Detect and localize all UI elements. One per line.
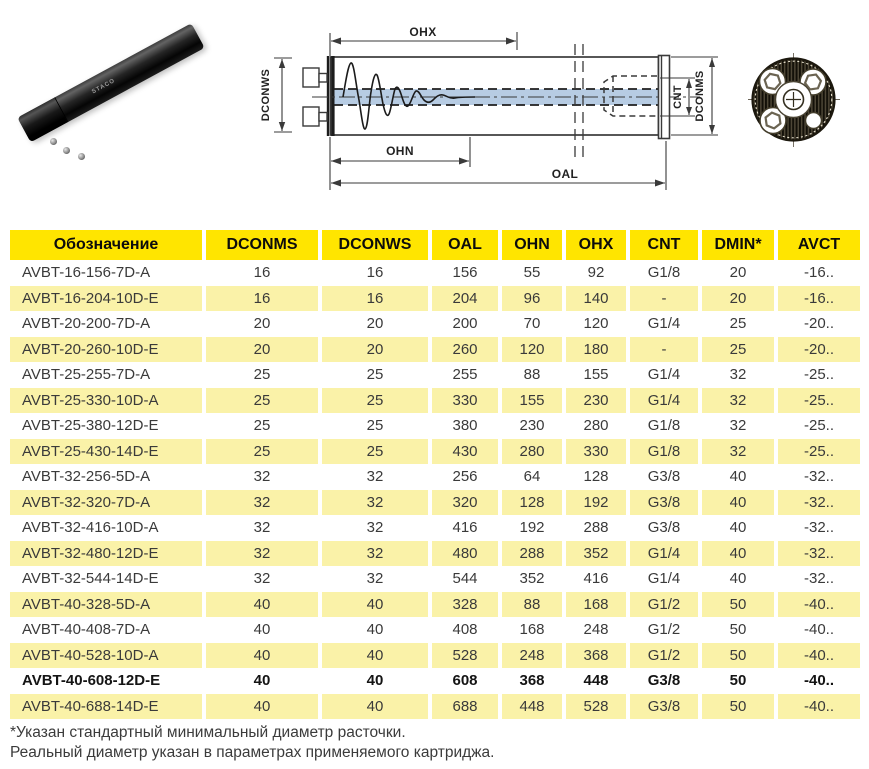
- cell-dmin: 50: [702, 592, 774, 618]
- cell-designation: AVBT-32-480-12D-E: [10, 541, 202, 567]
- cell-dconms: 40: [206, 643, 318, 669]
- cell-cnt: G3/8: [647, 468, 681, 486]
- cell-oal: 528: [432, 643, 498, 669]
- cell-ohx: 192: [566, 490, 626, 516]
- cell-dconws: 16: [322, 286, 428, 312]
- cell-dmin: 50: [729, 621, 747, 639]
- footnote-line-1: *Указан стандартный минимальный диаметр расточки.: [10, 724, 406, 741]
- cell-cnt: G1/2: [630, 592, 698, 618]
- cell-ohx: 330: [566, 439, 626, 465]
- cell-designation: AVBT-40-688-14D-E: [10, 694, 202, 720]
- cell-ohn: 368: [519, 672, 545, 690]
- cell-dconms: 20: [253, 315, 271, 333]
- cell-designation: AVBT-20-260-10D-E: [10, 337, 202, 363]
- cell-avct: -25..: [778, 388, 860, 414]
- cell-dconws: 40: [366, 621, 384, 639]
- cell-ohn: 280: [502, 439, 562, 465]
- col-header-designation: Обозначение: [10, 230, 202, 260]
- cell-ohn: 448: [502, 694, 562, 720]
- cell-designation: AVBT-40-608-12D-E: [22, 672, 161, 690]
- cell-avct: -40..: [803, 672, 834, 690]
- cell-dconms: 16: [206, 286, 318, 312]
- cell-oal: 260: [432, 337, 498, 363]
- cell-avct: -32..: [778, 541, 860, 567]
- cell-oal: 608: [452, 672, 478, 690]
- cell-ohx: 368: [566, 643, 626, 669]
- cell-designation: AVBT-25-330-10D-A: [10, 388, 202, 414]
- cell-oal: 256: [452, 468, 478, 486]
- cell-ohn: 55: [523, 264, 541, 282]
- table-row: [10, 286, 860, 312]
- cell-cnt: G1/4: [630, 541, 698, 567]
- cell-dconws: 25: [366, 366, 384, 384]
- cell-ohx: 180: [566, 337, 626, 363]
- cell-avct: -40..: [778, 592, 860, 618]
- table-row: [10, 592, 860, 618]
- cell-dconws: 20: [322, 337, 428, 363]
- cell-designation: AVBT-16-156-7D-A: [22, 264, 151, 282]
- col-header-dmin: DMIN*: [702, 230, 774, 260]
- cell-dconms: 16: [253, 264, 271, 282]
- cell-dconws: 40: [322, 592, 428, 618]
- cell-ohn: 128: [502, 490, 562, 516]
- table-row: [10, 490, 860, 516]
- cell-dconws: 25: [366, 417, 384, 435]
- cell-designation: AVBT-32-256-5D-A: [22, 468, 151, 486]
- cell-dmin: 50: [729, 672, 747, 690]
- cell-dmin: 25: [702, 337, 774, 363]
- cell-cnt: G1/2: [630, 643, 698, 669]
- cell-oal: 688: [432, 694, 498, 720]
- cell-dconms: 40: [206, 592, 318, 618]
- cell-cnt: G1/4: [647, 315, 681, 333]
- col-header-dconws: DCONWS: [322, 230, 428, 260]
- cell-dconms: 25: [206, 439, 318, 465]
- cell-cnt: G1/4: [630, 388, 698, 414]
- cell-ohn: 155: [502, 388, 562, 414]
- cell-ohx: 416: [583, 570, 609, 588]
- cell-dmin: 25: [729, 315, 747, 333]
- label-ohx: OHX: [409, 25, 437, 39]
- cell-ohx: 120: [583, 315, 609, 333]
- cell-dconms: 25: [253, 417, 271, 435]
- cell-ohn: 230: [519, 417, 545, 435]
- cell-avct: -25..: [778, 439, 860, 465]
- cell-designation: AVBT-25-255-7D-A: [22, 366, 151, 384]
- cell-cnt: G3/8: [647, 672, 681, 690]
- cell-cnt: G1/8: [647, 264, 681, 282]
- footnote-line-2: Реальный диаметр указан в параметрах применяемого картриджа.: [10, 744, 495, 761]
- cell-oal: 328: [432, 592, 498, 618]
- cell-ohx: 92: [587, 264, 605, 282]
- label-dconws: DCONWS: [260, 68, 272, 122]
- cell-dmin: 20: [702, 286, 774, 312]
- label-cnt: CNT: [672, 85, 684, 109]
- cell-ohx: 528: [566, 694, 626, 720]
- cell-oal: 320: [432, 490, 498, 516]
- col-header-avct: AVCT: [778, 230, 860, 260]
- footnote: [10, 723, 494, 763]
- cell-dconws: 40: [322, 643, 428, 669]
- cell-dmin: 50: [702, 643, 774, 669]
- col-header-ohx: OHX: [566, 230, 626, 260]
- cell-dconws: 20: [366, 315, 384, 333]
- cell-avct: -25..: [803, 366, 834, 384]
- cell-cnt: G3/8: [630, 490, 698, 516]
- table-row: [10, 337, 860, 363]
- cell-ohn: 96: [502, 286, 562, 312]
- coolant-hole: [806, 113, 822, 129]
- cell-cnt: G1/8: [647, 417, 681, 435]
- cell-dmin: 40: [729, 519, 747, 537]
- cell-dconms: 40: [253, 621, 271, 639]
- cell-oal: 480: [432, 541, 498, 567]
- cell-cnt: G1/4: [647, 570, 681, 588]
- cell-dmin: 40: [702, 541, 774, 567]
- cell-dconws: 40: [366, 672, 384, 690]
- cell-ohx: 448: [583, 672, 609, 690]
- cell-ohx: 155: [583, 366, 609, 384]
- table-row: [10, 566, 860, 592]
- cell-ohn: 192: [519, 519, 545, 537]
- cell-cnt: G1/2: [647, 621, 681, 639]
- cell-avct: -20..: [803, 315, 834, 333]
- cell-avct: -16..: [803, 264, 834, 282]
- cell-designation: AVBT-40-408-7D-A: [22, 621, 151, 639]
- cell-ohx: 128: [583, 468, 609, 486]
- cell-ohn: 64: [523, 468, 541, 486]
- table-row: [10, 643, 860, 669]
- cell-ohn: 120: [502, 337, 562, 363]
- table-row: [10, 541, 860, 567]
- cell-dconws: 32: [366, 468, 384, 486]
- cell-dconws: 25: [322, 388, 428, 414]
- cell-avct: -32..: [803, 519, 834, 537]
- cell-avct: -32..: [803, 468, 834, 486]
- cell-ohx: 168: [566, 592, 626, 618]
- cell-dconms: 32: [253, 519, 271, 537]
- cell-oal: 430: [432, 439, 498, 465]
- cell-cnt: -: [630, 286, 698, 312]
- table-row: [10, 413, 860, 439]
- table-header-row: [10, 230, 860, 260]
- label-dconms: DCONMS: [694, 70, 706, 122]
- end-view: [748, 53, 840, 147]
- cell-dconws: 40: [322, 694, 428, 720]
- cell-cnt: -: [630, 337, 698, 363]
- cell-dmin: 32: [729, 417, 747, 435]
- cell-designation: AVBT-40-328-5D-A: [10, 592, 202, 618]
- cell-avct: -16..: [778, 286, 860, 312]
- table-row: [10, 617, 860, 643]
- cell-ohn: 168: [519, 621, 545, 639]
- table-row: [10, 439, 860, 465]
- cell-oal: 544: [452, 570, 478, 588]
- cell-dmin: 40: [702, 490, 774, 516]
- cell-cnt: G1/4: [647, 366, 681, 384]
- cell-ohx: 280: [583, 417, 609, 435]
- cell-designation: AVBT-20-200-7D-A: [22, 315, 151, 333]
- cell-dmin: 20: [729, 264, 747, 282]
- cell-dconms: 25: [206, 388, 318, 414]
- table-row: [10, 311, 860, 337]
- cell-designation: AVBT-32-544-14D-E: [22, 570, 159, 588]
- cell-avct: -40..: [803, 621, 834, 639]
- cell-oal: 330: [432, 388, 498, 414]
- table-row: [10, 694, 860, 720]
- col-header-dconms: DCONMS: [206, 230, 318, 260]
- cell-oal: 408: [452, 621, 478, 639]
- cell-cnt: G3/8: [630, 694, 698, 720]
- cell-dconms: 32: [206, 541, 318, 567]
- cell-dconms: 40: [253, 672, 271, 690]
- cell-avct: -25..: [803, 417, 834, 435]
- col-header-cnt: CNT: [630, 230, 698, 260]
- cell-ohn: 70: [523, 315, 541, 333]
- cell-oal: 255: [452, 366, 478, 384]
- cell-dconws: 32: [322, 490, 428, 516]
- cell-dmin: 40: [729, 570, 747, 588]
- table-row: [10, 515, 860, 541]
- cell-designation: AVBT-25-430-14D-E: [10, 439, 202, 465]
- cell-designation: AVBT-32-320-7D-A: [10, 490, 202, 516]
- cell-cnt: G1/8: [630, 439, 698, 465]
- technical-drawing: [0, 0, 869, 228]
- cell-oal: 204: [432, 286, 498, 312]
- cell-dconws: 16: [366, 264, 384, 282]
- side-view: [303, 44, 700, 163]
- cell-ohx: 140: [566, 286, 626, 312]
- table-row: [10, 388, 860, 414]
- table-row: [10, 464, 860, 490]
- cell-dconms: 25: [253, 366, 271, 384]
- cell-dconws: 25: [322, 439, 428, 465]
- cell-ohx: 352: [566, 541, 626, 567]
- cell-avct: -32..: [803, 570, 834, 588]
- label-oal: OAL: [551, 167, 579, 181]
- col-header-ohn: OHN: [502, 230, 562, 260]
- cell-dmin: 32: [702, 388, 774, 414]
- cell-designation: AVBT-32-416-10D-A: [22, 519, 159, 537]
- cell-ohx: 288: [583, 519, 609, 537]
- cell-dconws: 32: [322, 541, 428, 567]
- cell-ohn: 88: [523, 366, 541, 384]
- cell-designation: AVBT-16-204-10D-E: [10, 286, 202, 312]
- cell-oal: 156: [452, 264, 478, 282]
- spec-table: [6, 230, 864, 719]
- cell-avct: -40..: [778, 643, 860, 669]
- cell-dmin: 32: [702, 439, 774, 465]
- cell-dconms: 32: [253, 468, 271, 486]
- table-row: [10, 362, 860, 388]
- cell-designation: AVBT-40-528-10D-A: [10, 643, 202, 669]
- cell-ohn: 88: [502, 592, 562, 618]
- cell-ohn: 288: [502, 541, 562, 567]
- cell-oal: 416: [452, 519, 478, 537]
- cell-ohx: 248: [583, 621, 609, 639]
- cell-cnt: G3/8: [647, 519, 681, 537]
- cell-avct: -20..: [778, 337, 860, 363]
- cell-avct: -32..: [778, 490, 860, 516]
- table-row: [10, 260, 860, 286]
- cell-oal: 200: [452, 315, 478, 333]
- label-ohn: OHN: [386, 144, 414, 158]
- col-header-oal: OAL: [432, 230, 498, 260]
- cell-dconms: 32: [206, 490, 318, 516]
- cell-ohx: 230: [566, 388, 626, 414]
- cell-avct: -40..: [778, 694, 860, 720]
- cell-dmin: 32: [729, 366, 747, 384]
- cell-oal: 380: [452, 417, 478, 435]
- cell-dconws: 32: [366, 519, 384, 537]
- cell-dmin: 40: [729, 468, 747, 486]
- cell-ohn: 352: [519, 570, 545, 588]
- cell-ohn: 248: [502, 643, 562, 669]
- cell-dconms: 20: [206, 337, 318, 363]
- cell-dconws: 32: [366, 570, 384, 588]
- table-row: [10, 668, 860, 694]
- bar-engraving: STACO: [91, 77, 117, 96]
- cell-dconms: 40: [206, 694, 318, 720]
- cell-dmin: 50: [702, 694, 774, 720]
- cell-dconms: 32: [253, 570, 271, 588]
- cell-designation: AVBT-25-380-12D-E: [22, 417, 159, 435]
